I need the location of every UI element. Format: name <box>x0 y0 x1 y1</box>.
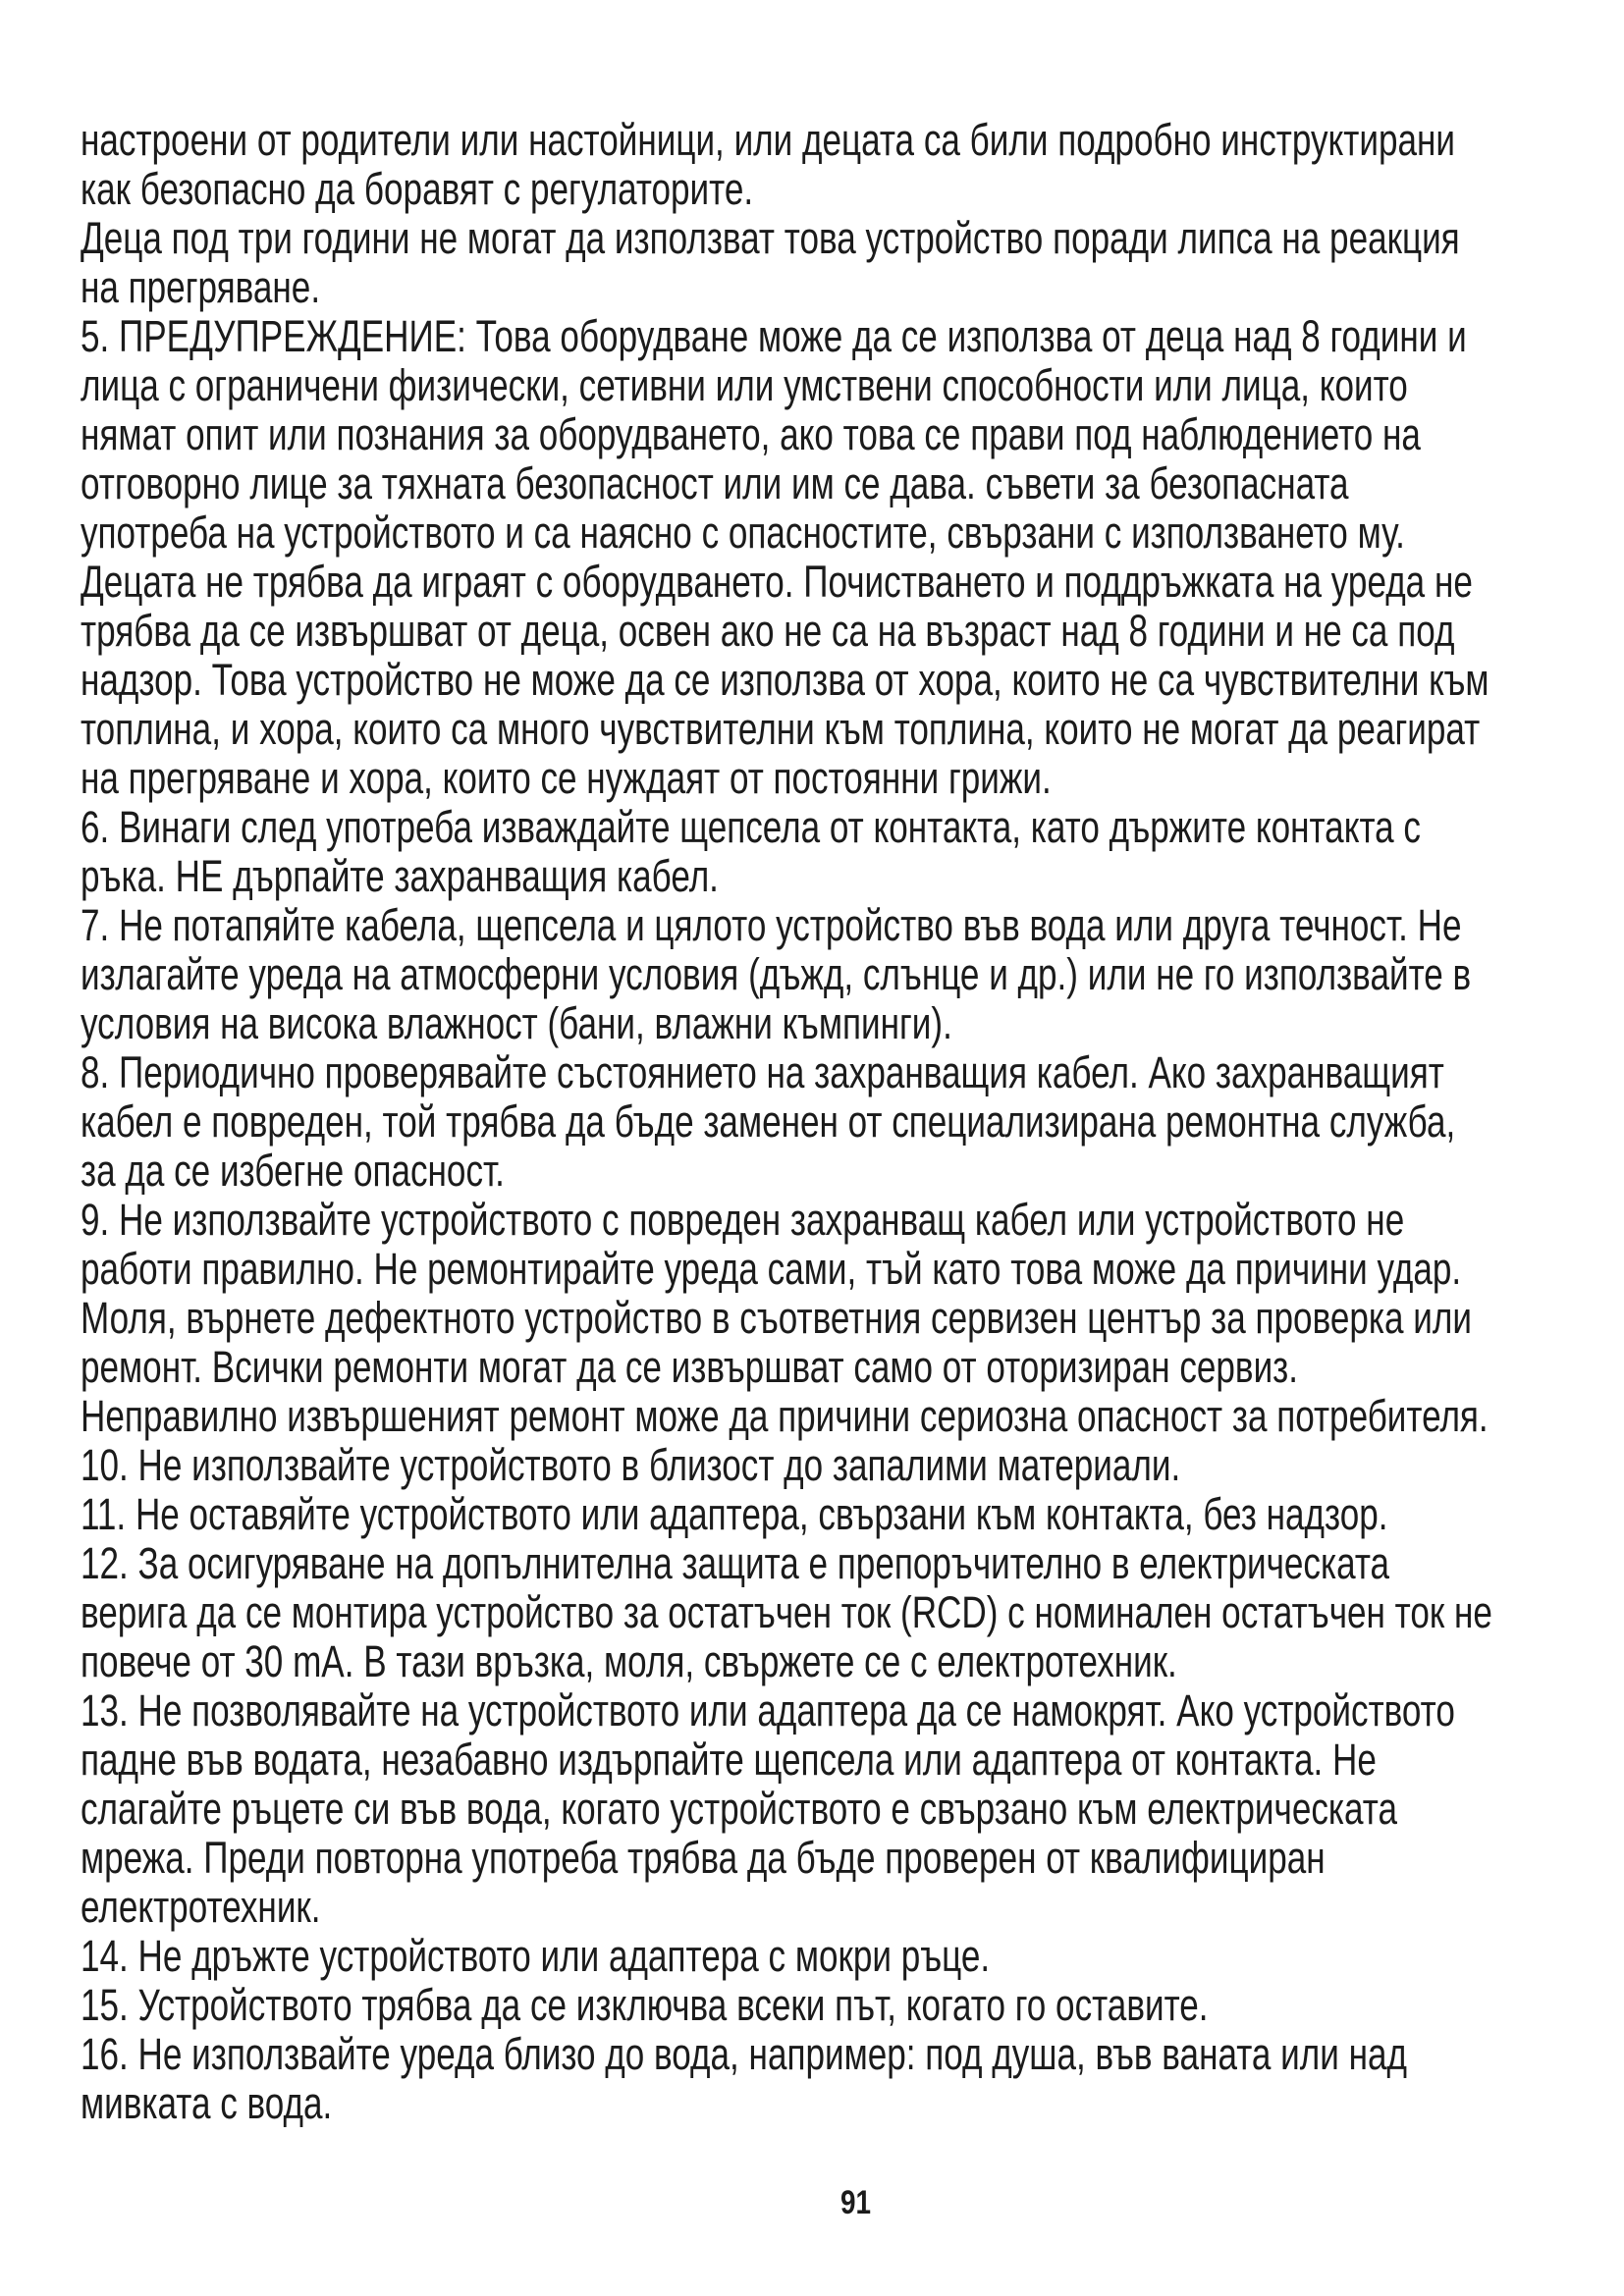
text-line: ремонт. Всички ремонти могат да се извършват само от оторизиран сервиз. <box>81 1342 1299 1392</box>
text-line: ръка. НЕ дърпайте захранващия кабел. <box>81 851 719 901</box>
text-line: повече от 30 mA. В тази връзка, моля, свържете се с електротехник. <box>81 1636 1177 1686</box>
text-line: 15. Устройството трябва да се изключва всеки път, когато го оставите. <box>81 1980 1209 2030</box>
text-line: 8. Периодично проверявайте състоянието на захранващия кабел. Ако захранващият <box>81 1047 1444 1097</box>
text-line: работи правилно. Не ремонтирайте уреда сами, тъй като това може да причини удар. <box>81 1244 1462 1294</box>
text-line: Неправилно извършеният ремонт може да причини сериозна опасност за потребителя. <box>81 1391 1489 1441</box>
text-line: употреба на устройството и са наясно с опасностите, свързани с използването му. <box>81 507 1405 558</box>
text-line: 7. Не потапяйте кабела, щепсела и цялото устройство във вода или друга течност. Не <box>81 900 1462 950</box>
text-line: 16. Не използвайте уреда близо до вода, например: под душа, във ваната или над <box>81 2029 1407 2079</box>
text-line: Деца под три години не могат да използват това устройство поради липса на реакция <box>81 213 1460 263</box>
text-line: Моля, върнете дефектното устройство в съответния сервизен център за проверка или <box>81 1293 1472 1343</box>
text-line: 10. Не използвайте устройството в близост до запалими материали. <box>81 1440 1181 1490</box>
text-line: мрежа. Преди повторна употреба трябва да бъде проверен от квалифициран <box>81 1833 1326 1883</box>
text-line: нямат опит или познания за оборудването, ако това се прави под наблюдението на <box>81 409 1421 459</box>
text-line: на прегряване. <box>81 262 321 312</box>
text-line: 11. Не оставяйте устройството или адаптера, свързани към контакта, без надзор. <box>81 1489 1388 1539</box>
text-line: за да се избегне опасност. <box>81 1146 505 1196</box>
text-line: как безопасно да боравят с регулаторите. <box>81 164 754 214</box>
text-line: кабел е повреден, той трябва да бъде заменен от специализирана ремонтна служба, <box>81 1096 1456 1147</box>
text-line: трябва да се извършват от деца, освен ако не са на възраст над 8 години и не са под <box>81 606 1455 656</box>
text-line: 6. Винаги след употреба изваждайте щепсела от контакта, като държите контакта с <box>81 802 1421 852</box>
text-line: излагайте уреда на атмосферни условия (дъжд, слънце и др.) или не го използвайте в <box>81 949 1472 999</box>
text-line: на прегряване и хора, които се нуждаят от постоянни грижи. <box>81 753 1052 803</box>
text-line: отговорно лице за тяхната безопасност или им се дава. съвети за безопасната <box>81 458 1349 508</box>
text-line: 13. Не позволявайте на устройството или адаптера да се намокрят. Ако устройството <box>81 1685 1455 1735</box>
text-line: 12. За осигуряване на допълнителна защита е препоръчително в електрическата <box>81 1538 1390 1588</box>
text-line: верига да се монтира устройство за остатъчен ток (RCD) с номинален остатъчен ток не <box>81 1587 1492 1637</box>
body-text <box>81 116 1624 2128</box>
text-line: 14. Не дръжте устройството или адаптера с мокри ръце. <box>81 1931 991 1981</box>
text-line: лица с ограничени физически, сетивни или умствени способности или лица, които <box>81 360 1408 410</box>
page-number: 91 <box>840 2184 872 2221</box>
text-line: падне във водата, незабавно издърпайте щепсела или адаптера от контакта. Не <box>81 1735 1377 1785</box>
text-line: настроени от родители или настойници, или децата са били подробно инструктирани <box>81 115 1455 165</box>
text-line: условия на висока влажност (бани, влажни къмпинги). <box>81 998 952 1048</box>
text-line: мивката с вода. <box>81 2078 333 2128</box>
text-line: 5. ПРЕДУПРЕЖДЕНИЕ: Това оборудване може да се използва от деца над 8 години и <box>81 311 1467 361</box>
text-line: електротехник. <box>81 1882 321 1932</box>
text-line: слагайте ръцете си във вода, когато устройството е свързано към електрическата <box>81 1784 1397 1834</box>
text-line: Децата не трябва да играят с оборудването. Почистването и поддръжката на уреда не <box>81 557 1473 607</box>
text-line: топлина, и хора, които са много чувствителни към топлина, които не могат да реагират <box>81 704 1481 754</box>
text-line: надзор. Това устройство не може да се използва от хора, които не са чувствителни към <box>81 655 1489 705</box>
text-line: 9. Не използвайте устройството с повреден захранващ кабел или устройството не <box>81 1195 1405 1245</box>
